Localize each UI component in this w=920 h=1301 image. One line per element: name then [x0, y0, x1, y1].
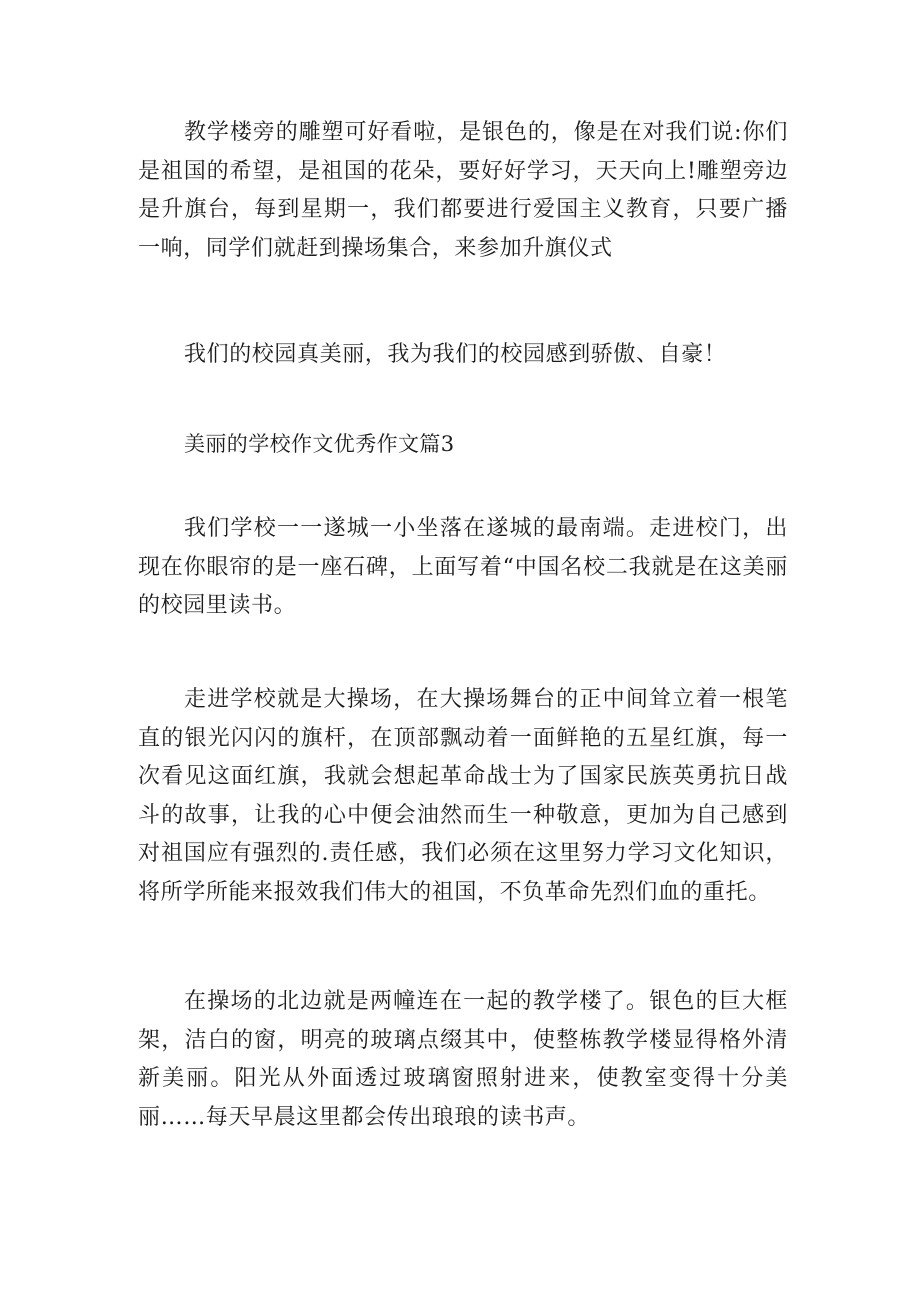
paragraph-teaching-building: 在操场的北边就是两幢连在一起的教学楼了。银色的巨大框架，洁白的窗，明亮的玻璃点缀其中，使整栋教学楼显得格外清新美丽。阳光从外面透过玻璃窗照射进来，使教室变得十分美丽……每天早晨这里都会传出琅琅的读书声。 [138, 989, 788, 1130]
paragraph-playground-flag: 走进学校就是大操场，在大操场舞台的正中间耸立着一根笔直的银光闪闪的旗杆，在顶部飘动着一面鲜艳的五星红旗，每一次看见这面红旗，我就会想起革命战士为了国家民族英勇抗日战斗的故事，让我的心中便会油然而生一种敬意，更加为自己感到对祖国应有强烈的.责任感，我们必须在这里努力学习文化知识，将所学所能来报效我们伟大的祖国，不负革命先烈们血的重托。 [138, 687, 788, 905]
paragraph-sculpture-flag-platform: 教学楼旁的雕塑可好看啦，是银色的，像是在对我们说:你们是祖国的希望，是祖国的花朵，要好好学习，天天向上!雕塑旁边是升旗台，每到星期一，我们都要进行爱国主义教育，只要广播一响，同学们就赶到操场集合，来参加升旗仪式 [138, 120, 788, 261]
paragraph-school-location: 我们学校一一遂城一小坐落在遂城的最南端。走进校门，出现在你眼帘的是一座石碑，上面写着“中国名校二我就是在这美丽的校园里读书。 [138, 516, 788, 618]
paragraph-campus-pride: 我们的校园真美丽，我为我们的校园感到骄傲、自豪！ [184, 342, 727, 367]
section-heading: 美丽的学校作文优秀作文篇3 [184, 432, 455, 456]
